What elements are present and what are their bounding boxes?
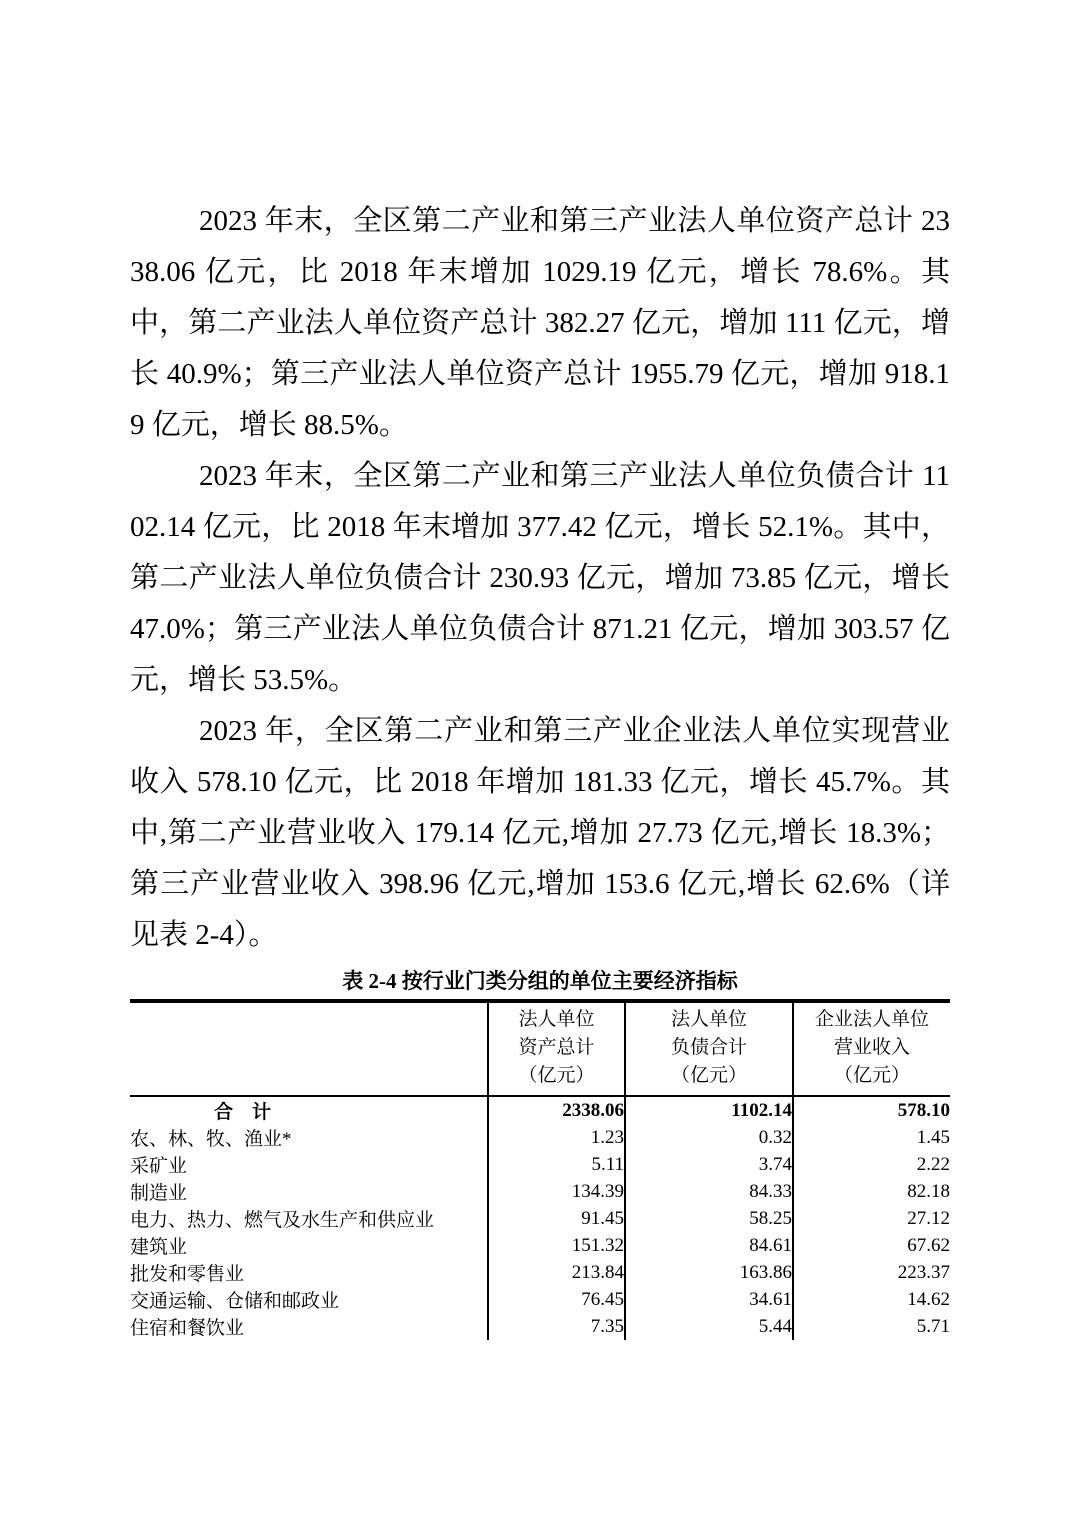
cell-industry: 交通运输、仓储和邮政业 [130,1291,340,1312]
table-row [130,1232,950,1259]
cell-industry: 制造业 [130,1183,188,1204]
header-line: （亿元） [833,1065,910,1086]
header-line: 资产总计 [518,1037,595,1058]
col-header-liabilities [625,1001,793,1096]
header-line: 企业法人单位 [814,1009,929,1030]
cell-liabilities: 84.33 [625,1178,793,1205]
cell-assets: 1.23 [488,1124,625,1151]
cell-revenue: 223.37 [793,1259,950,1286]
cell-industry: 合 计 [214,1102,272,1123]
cell-industry: 采矿业 [130,1156,188,1177]
table-row [130,1124,950,1151]
header-line: 法人单位 [670,1009,747,1030]
cell-liabilities: 3.74 [625,1151,793,1178]
col-header-revenue [793,1001,950,1096]
cell-assets: 2338.06 [488,1096,625,1124]
economic-indicators-table [130,999,950,1340]
cell-assets: 151.32 [488,1232,625,1259]
cell-assets: 76.45 [488,1286,625,1313]
cell-industry: 住宿和餐饮业 [130,1318,245,1339]
cell-liabilities: 1102.14 [625,1096,793,1124]
cell-revenue: 27.12 [793,1205,950,1232]
cell-liabilities: 0.32 [625,1124,793,1151]
cell-revenue: 578.10 [793,1096,950,1124]
table-row [130,1178,950,1205]
cell-assets: 7.35 [488,1313,625,1340]
paragraph-revenue: 2023 年，全区第二产业和第三产业企业法人单位实现营业收入 578.10 亿元，比 2018 年增加 181.33 亿元，增长 45.7%。其中,第二产业营业收入 179.14 亿元,增加 27.73 亿元,增长 18.3%；第三产业营业收入 398.96 亿元,增加 153.6 亿元,增长 62.6%（详见表 2-4）。 [130,715,950,951]
cell-liabilities: 84.61 [625,1232,793,1259]
paragraph-liabilities: 2023 年末，全区第二产业和第三产业法人单位负债合计 1102.14 亿元，比 2018 年末增加 377.42 亿元，增长 52.1%。其中，第二产业法人单位负债合计 230.93 亿元，增加 73.85 亿元，增长 47.0%；第三产业法人单位负债合计 871.21 亿元，增加 303.57 亿元，增长 53.5%。 [130,460,950,696]
cell-liabilities: 58.25 [625,1205,793,1232]
table-row [130,1205,950,1232]
cell-assets: 213.84 [488,1259,625,1286]
cell-revenue: 67.62 [793,1232,950,1259]
col-header-industry [130,1001,488,1096]
col-header-assets [488,1001,625,1096]
table-row [130,1259,950,1286]
table-title: 表 2-4 按行业门类分组的单位主要经济指标 [342,969,738,993]
cell-industry: 建筑业 [130,1237,188,1258]
paragraph-assets: 2023 年末，全区第二产业和第三产业法人单位资产总计 2338.06 亿元，比 2018 年末增加 1029.19 亿元，增长 78.6%。其中，第二产业法人单位资产总计 382.27 亿元，增加 111 亿元，增长 40.9%；第三产业法人单位资产总计 1955.79 亿元，增加 918.19 亿元，增长 88.5%。 [130,205,950,441]
cell-liabilities: 163.86 [625,1259,793,1286]
header-line: （亿元） [670,1065,747,1086]
cell-revenue: 5.71 [793,1313,950,1340]
cell-assets: 134.39 [488,1178,625,1205]
table-row [130,1313,950,1340]
cell-liabilities: 34.61 [625,1286,793,1313]
header-line: 负债合计 [670,1037,747,1058]
cell-assets: 91.45 [488,1205,625,1232]
cell-industry: 电力、热力、燃气及水生产和供应业 [130,1210,435,1231]
cell-revenue: 14.62 [793,1286,950,1313]
cell-assets: 5.11 [488,1151,625,1178]
cell-industry: 农、林、牧、渔业* [130,1129,292,1150]
cell-revenue: 2.22 [793,1151,950,1178]
cell-revenue: 82.18 [793,1178,950,1205]
cell-industry: 批发和零售业 [130,1264,245,1285]
cell-revenue: 1.45 [793,1124,950,1151]
table-row [130,1286,950,1313]
header-line: （亿元） [518,1065,595,1086]
document-page [130,196,950,1340]
header-line: 营业收入 [833,1037,910,1058]
table-row [130,1151,950,1178]
table-header-row [130,1001,950,1096]
table-row-total [130,1096,950,1124]
header-line: 法人单位 [518,1009,595,1030]
cell-liabilities: 5.44 [625,1313,793,1340]
